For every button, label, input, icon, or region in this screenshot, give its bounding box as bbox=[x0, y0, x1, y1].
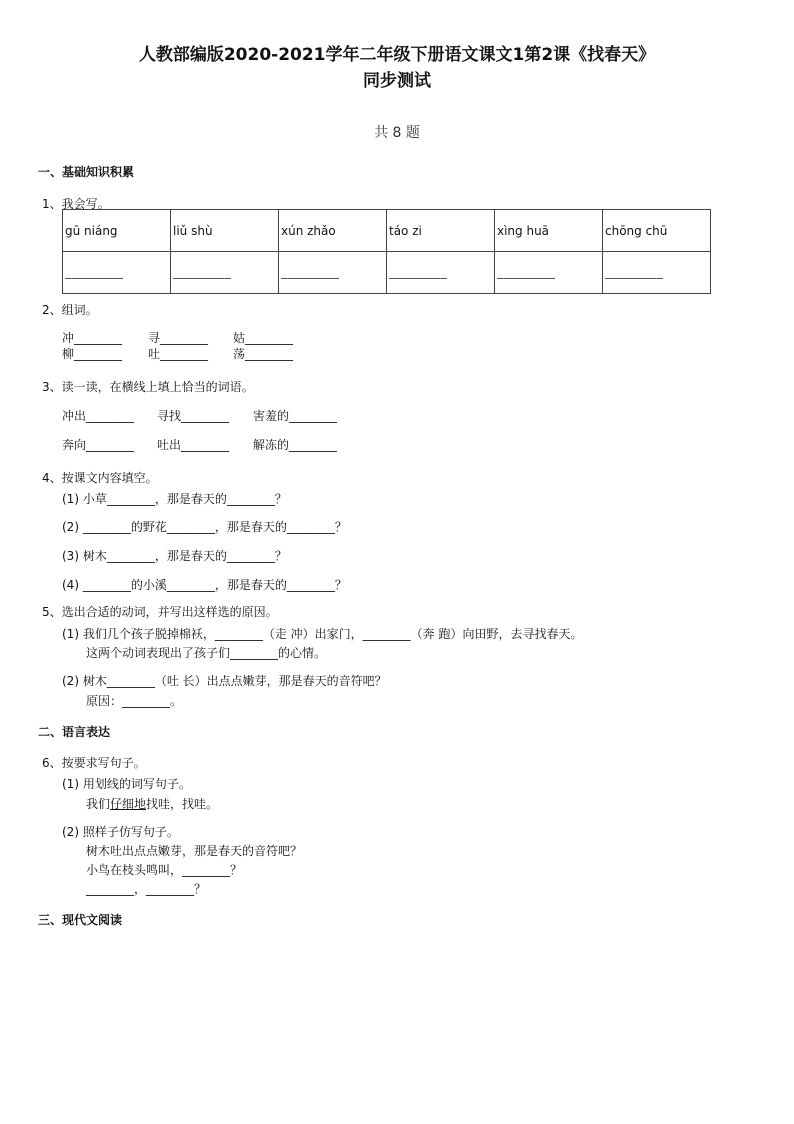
pinyin-cell: gū niáng bbox=[63, 210, 171, 252]
phrase-blank[interactable]: 害羞的________ bbox=[253, 409, 338, 423]
fill-item[interactable]: 这两个动词表现出了孩子们________的心情。 bbox=[86, 646, 327, 660]
fill-item[interactable]: (2) ________的野花________，那是春天的________？ bbox=[62, 520, 347, 534]
underlined-word: 仔细地 bbox=[110, 797, 147, 811]
fill-item[interactable]: (1) 我们几个孩子脱掉棉袄，________（走 冲）出家门，________（奔 跑）向田野，去寻找春天。 bbox=[62, 627, 583, 641]
answer-cell[interactable] bbox=[63, 252, 171, 294]
fill-item[interactable]: ________，________？ bbox=[86, 882, 207, 896]
sentence-part: 找哇，找哇。 bbox=[146, 797, 219, 811]
question-5-label: 5、选出合适的动词，并写出这样选的原因。 bbox=[42, 605, 278, 619]
question-6-label: 6、按要求写句子。 bbox=[42, 756, 146, 770]
phrase-blank[interactable]: 解冻的________ bbox=[253, 438, 338, 452]
sub-question-label: (2) 照样子仿写句子。 bbox=[62, 825, 179, 839]
answer-cell[interactable] bbox=[279, 252, 387, 294]
pinyin-cell: táo zi bbox=[387, 210, 495, 252]
example-sentence: 树木吐出点点嫩芽，那是春天的音符吧？ bbox=[86, 844, 303, 858]
answer-cell[interactable] bbox=[387, 252, 495, 294]
answer-blank[interactable] bbox=[497, 277, 555, 279]
question-3-label: 3、读一读，在横线上填上恰当的词语。 bbox=[42, 380, 254, 394]
fill-item[interactable]: (1) 小草________，那是春天的________？ bbox=[62, 492, 287, 506]
phrase-blank[interactable]: 奔向________ bbox=[62, 438, 135, 452]
answer-blank[interactable] bbox=[65, 277, 123, 279]
sentence-part: 我们 bbox=[86, 797, 111, 811]
section-heading-basics: 一、基础知识积累 bbox=[38, 165, 135, 179]
question-4-label: 4、按课文内容填空。 bbox=[42, 471, 158, 485]
answer-blank[interactable] bbox=[173, 277, 231, 279]
fill-item[interactable]: (4) ________的小溪________，那是春天的________？ bbox=[62, 578, 347, 592]
section-heading-expression: 二、语言表达 bbox=[38, 725, 111, 739]
word-blank[interactable]: 柳________ bbox=[62, 347, 123, 361]
fill-item[interactable]: (3) 树木________，那是春天的________？ bbox=[62, 549, 287, 563]
answer-blank[interactable] bbox=[281, 277, 339, 279]
word-blank[interactable]: 寻________ bbox=[148, 331, 209, 345]
word-blank[interactable]: 荡________ bbox=[233, 347, 294, 361]
word-blank[interactable]: 吐________ bbox=[148, 347, 209, 361]
question-2-label: 2、组词。 bbox=[42, 303, 98, 317]
pinyin-cell: xún zhǎo bbox=[279, 210, 387, 252]
pinyin-cell: liǔ shù bbox=[171, 210, 279, 252]
section-heading-reading: 三、现代文阅读 bbox=[38, 913, 123, 927]
fill-item[interactable]: 小鸟在枝头鸣叫，________？ bbox=[86, 863, 243, 877]
word-blank[interactable]: 冲________ bbox=[62, 331, 123, 345]
answer-cell[interactable] bbox=[495, 252, 603, 294]
pinyin-table bbox=[62, 209, 711, 294]
answer-cell[interactable] bbox=[603, 252, 711, 294]
example-sentence bbox=[86, 795, 218, 812]
pinyin-cell: xìng huā bbox=[495, 210, 603, 252]
fill-item[interactable]: (2) 树木________（吐 长）出点点嫩芽，那是春天的音符吧？ bbox=[62, 674, 387, 688]
phrase-blank[interactable]: 吐出________ bbox=[157, 438, 230, 452]
pinyin-cell: chōng chū bbox=[603, 210, 711, 252]
answer-cell[interactable] bbox=[171, 252, 279, 294]
phrase-blank[interactable]: 寻找________ bbox=[157, 409, 230, 423]
phrase-blank[interactable]: 冲出________ bbox=[62, 409, 135, 423]
fill-item[interactable]: 原因：________。 bbox=[86, 694, 183, 708]
page-title-line2: 同步测试 bbox=[363, 71, 431, 91]
question-count: 共 8 题 bbox=[374, 125, 420, 141]
word-blank[interactable]: 姑________ bbox=[233, 331, 294, 345]
page-title: 人教部编版2020-2021学年二年级下册语文课文1第2课《找春天》 bbox=[138, 45, 656, 65]
sub-question-label: (1) 用划线的词写句子。 bbox=[62, 777, 191, 791]
answer-blank[interactable] bbox=[389, 277, 447, 279]
question-1-label: 1、我会写。 bbox=[42, 197, 110, 211]
answer-blank[interactable] bbox=[605, 277, 663, 279]
